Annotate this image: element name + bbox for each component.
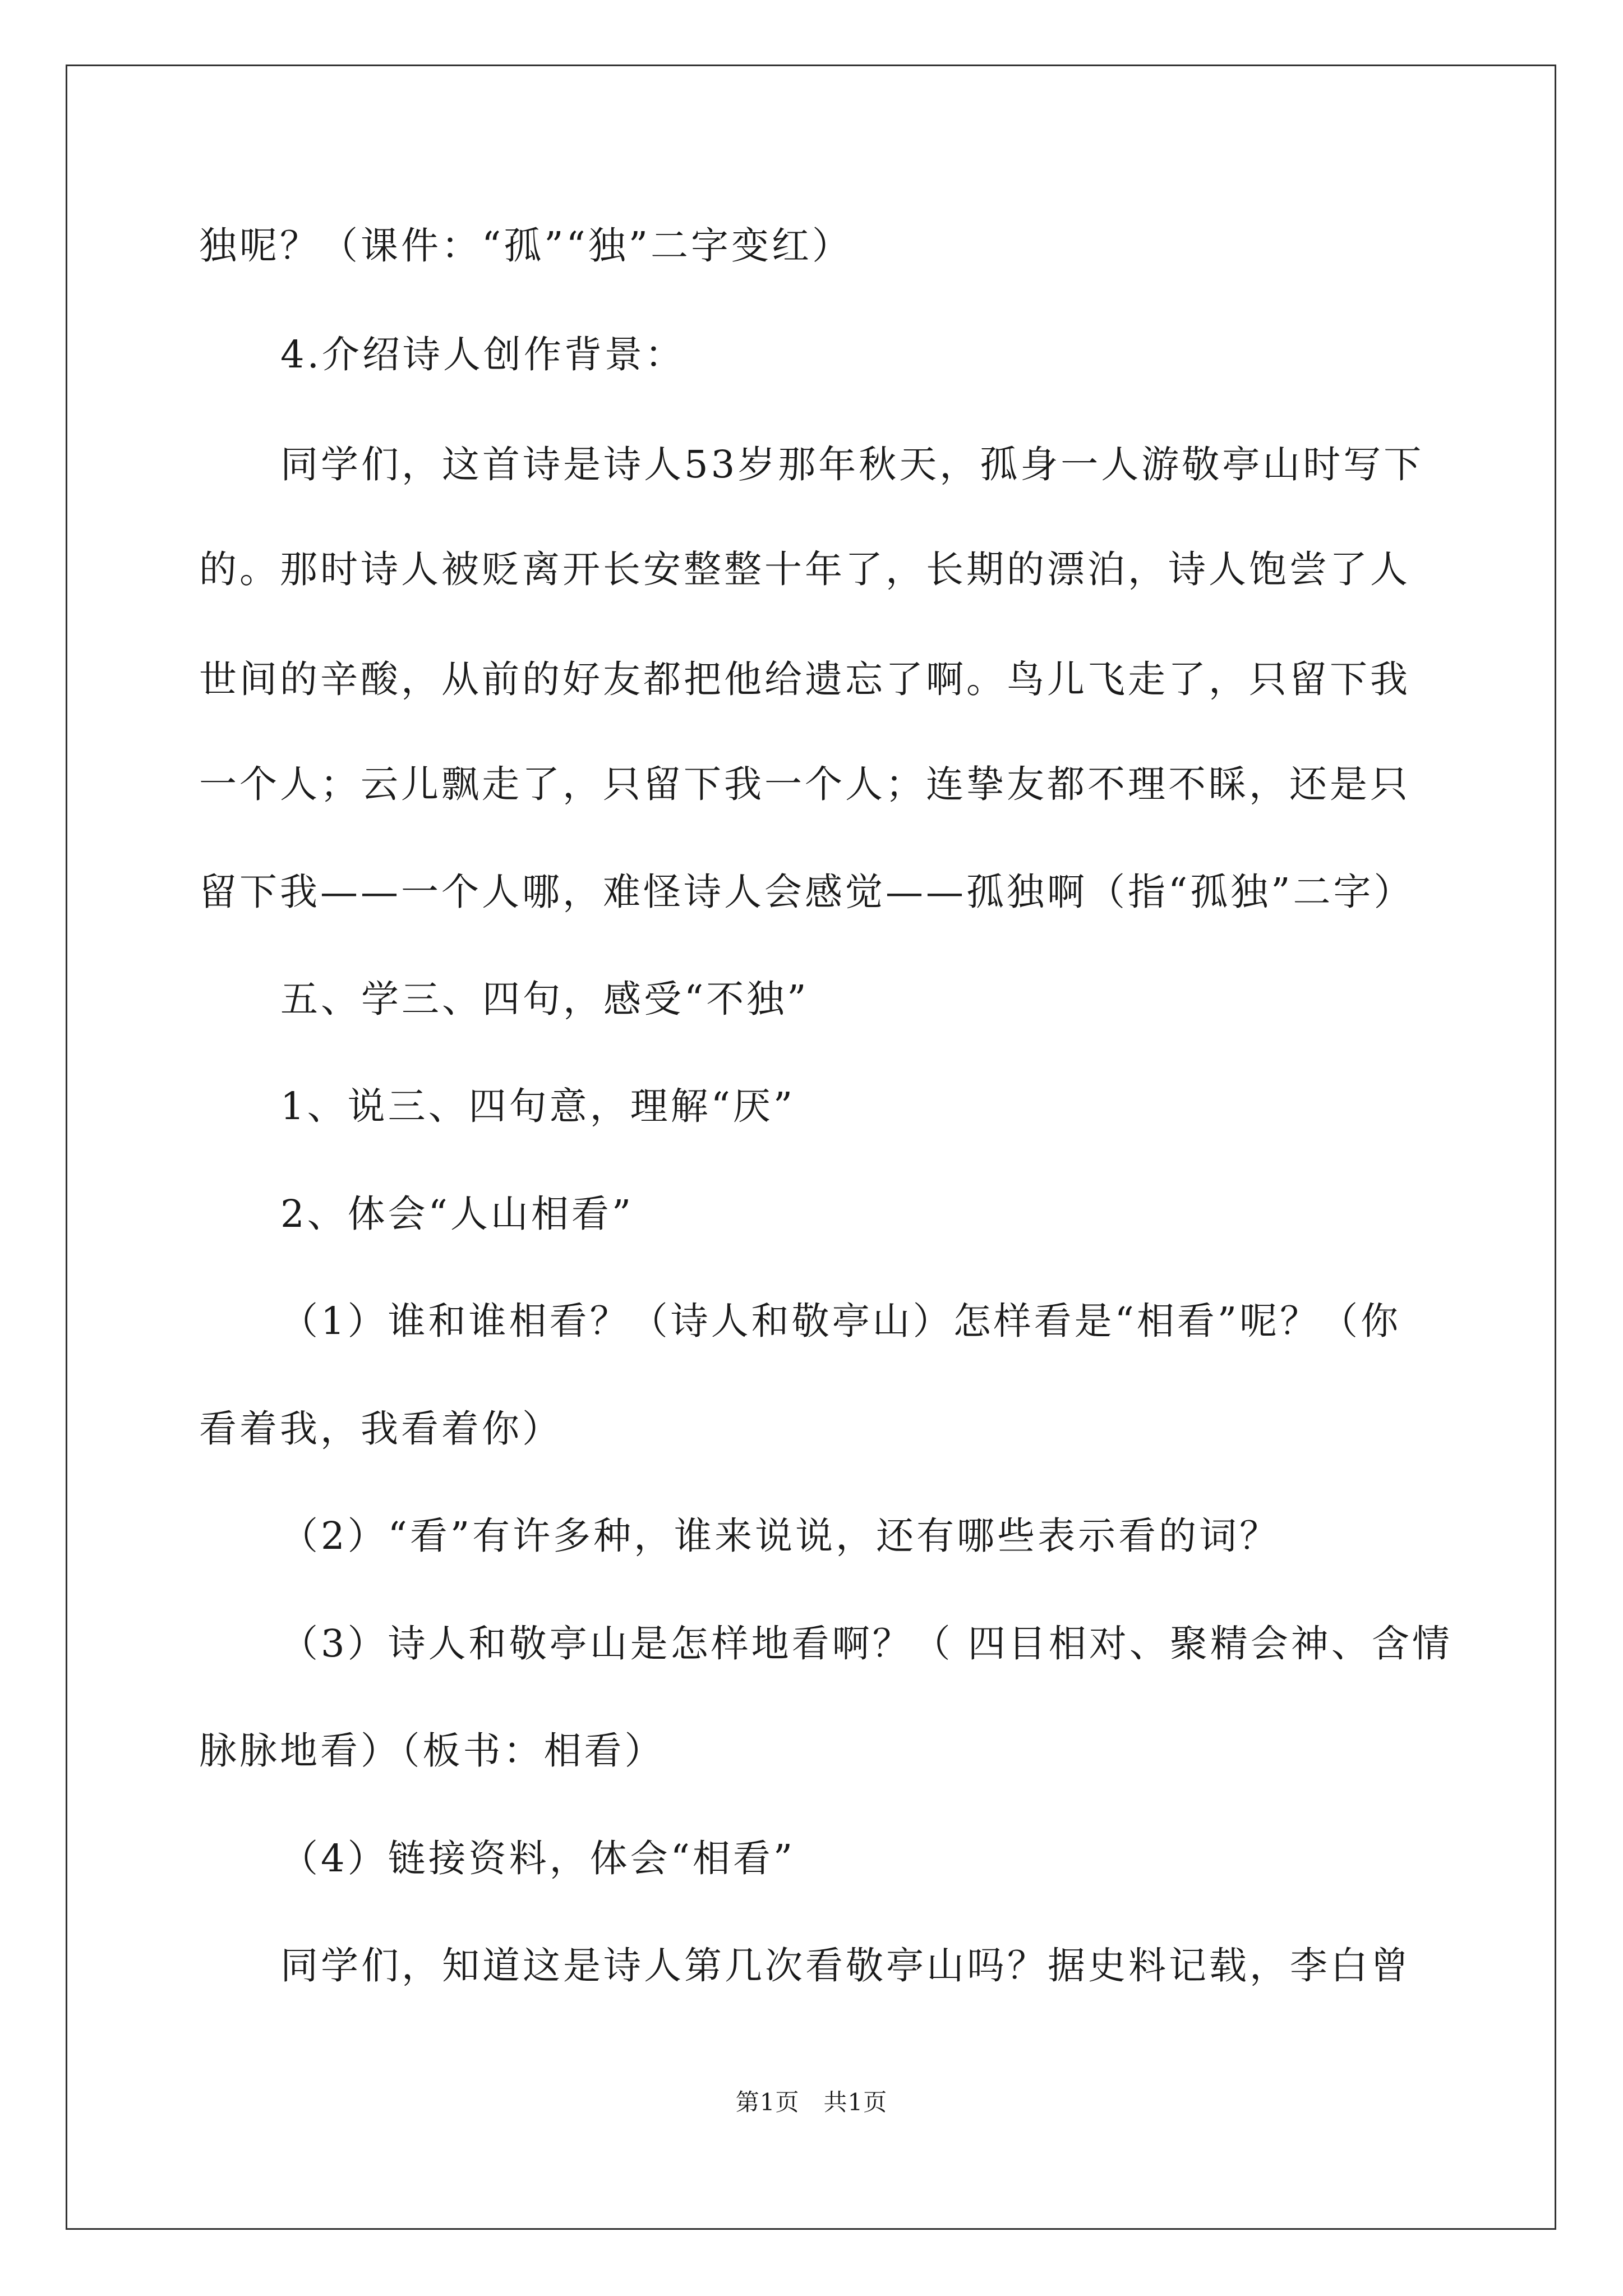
text-line-4: 的。那时诗人被贬离开长安整整十年了，长期的漂泊，诗人饱尝了人: [199, 547, 1410, 591]
text-line-16: （4）链接资料，体会“相看”: [280, 1837, 796, 1880]
text-line-11: （1）谁和谁相看？（诗人和敬亭山）怎样看是“相看”呢？（你: [280, 1299, 1401, 1343]
text-line-8: 五、学三、四句，感受“不独”: [280, 977, 809, 1021]
text-line-2: 4.介绍诗人创作背景：: [280, 333, 685, 376]
text-line-15: 脉脉地看）（板书：相看）: [199, 1729, 665, 1773]
page-footer: 第1页 共1页: [735, 2088, 888, 2116]
text-line-6: 一个人；云儿飘走了，只留下我一个人；连挚友都不理不睬，还是只: [199, 762, 1410, 806]
text-line-17: 同学们，知道这是诗人第几次看敬亭山吗？据史料记载，李白曾: [280, 1944, 1411, 1987]
text-line-7: 留下我——一个人哪，难怪诗人会感觉——孤独啊（指“孤独”二字）: [199, 870, 1414, 914]
text-line-12: 看着我，我看着你）: [199, 1407, 562, 1451]
text-line-5: 世间的辛酸，从前的好友都把他给遗忘了啊。鸟儿飞走了，只留下我: [199, 657, 1410, 701]
text-line-10: 2、体会“人山相看”: [280, 1192, 634, 1236]
text-line-3: 同学们，这首诗是诗人53岁那年秋天，孤身一人游敬亭山时写下: [280, 443, 1424, 486]
text-line-14: （3）诗人和敬亭山是怎样地看啊？（ 四目相对、聚精会神、含情: [280, 1622, 1453, 1665]
text-line-1: 独呢？（课件：“孤”“独”二字变红）: [199, 224, 853, 268]
text-line-13: （2）“看”有许多种，谁来说说，还有哪些表示看的词？: [280, 1514, 1280, 1558]
text-line-9: 1、说三、四句意，理解“厌”: [280, 1084, 796, 1128]
page-border: [66, 65, 1556, 2230]
